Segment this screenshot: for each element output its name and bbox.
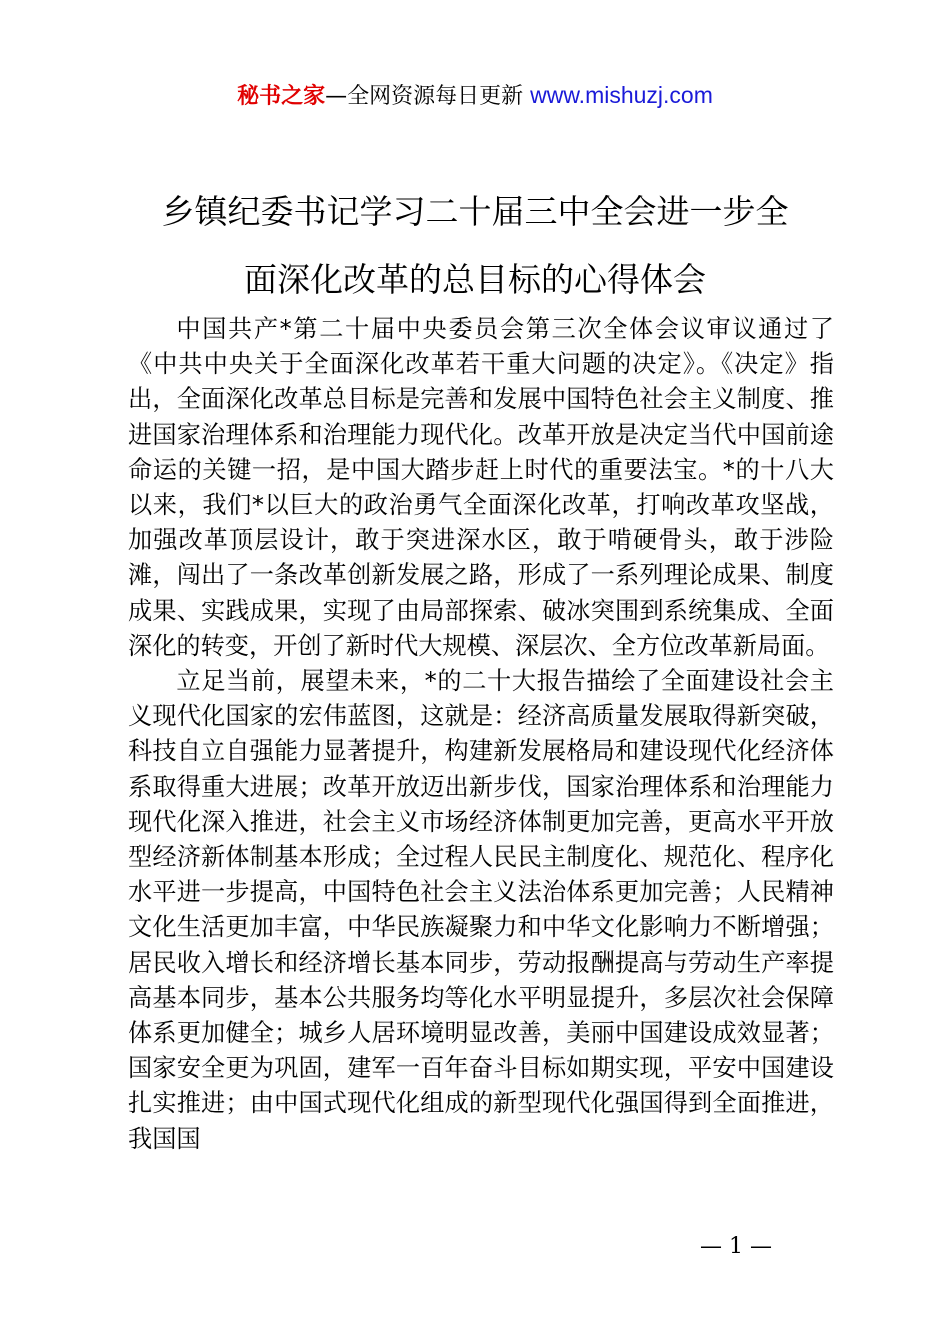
document-title-line-1: 乡镇纪委书记学习二十届三中全会进一步全 xyxy=(161,192,789,231)
document-body xyxy=(128,312,834,1157)
document-title-line-2: 面深化改革的总目标的心得体会 xyxy=(244,260,706,299)
site-tagline: —全网资源每日更新 xyxy=(325,84,531,109)
site-header xyxy=(0,78,950,114)
site-brand: 秘书之家 xyxy=(237,84,326,109)
page-number: — 1 — xyxy=(700,1234,772,1259)
site-url-link[interactable]: www.mishuzj.com xyxy=(530,82,713,108)
body-paragraph-2: 立足当前，展望未来，*的二十大报告描绘了全面建设社会主义现代化国家的宏伟蓝图，这就是：经济高质量发展取得新突破，科技自立自强能力显著提升，构建新发展格局和建设现代化经济体系取得重大进展；改革开放迈出新步伐，国家治理体系和治理能力现代化深入推进，社会主义市场经济体制更加完善，更高水平开放型经济新体制基本形成；全过程人民民主制度化、规范化、程序化水平进一步提高，中国特色社会主义法治体系更加完善；人民精神文化生活更加丰富，中华民族凝聚力和中华文化影响力不断增强；居民收入增长和经济增长基本同步，劳动报酬提高与劳动生产率提高基本同步，基本公共服务均等化水平明显提升，多层次社会保障体系更加健全；城乡人居环境明显改善，美丽中国建设成效显著；国家安全更为巩固，建军一百年奋斗目标如期实现，平安中国建设扎实推进；由中国式现代化组成的新型现代化强国得到全面推进，我国国 xyxy=(128,667,834,1153)
body-paragraph-1: 中国共产*第二十届中央委员会第三次全体会议审议通过了《中共中央关于全面深化改革若干重大问题的决定》。《决定》指出，全面深化改革总目标是完善和发展中国特色社会主义制度、推进国家治理体系和治理能力现代化。改革开放是决定当代中国前途命运的关键一招，是中国大踏步赶上时代的重要法宝。*的十八大以来，我们*以巨大的政治勇气全面深化改革，打响改革攻坚战，加强改革顶层设计，敢于突进深水区，敢于啃硬骨头，敢于涉险滩，闯出了一条改革创新发展之路，形成了一系列理论成果、制度成果、实践成果，实现了由局部探索、破冰突围到系统集成、全面深化的转变，开创了新时代大规模、深层次、全方位改革新局面。 xyxy=(128,315,834,660)
